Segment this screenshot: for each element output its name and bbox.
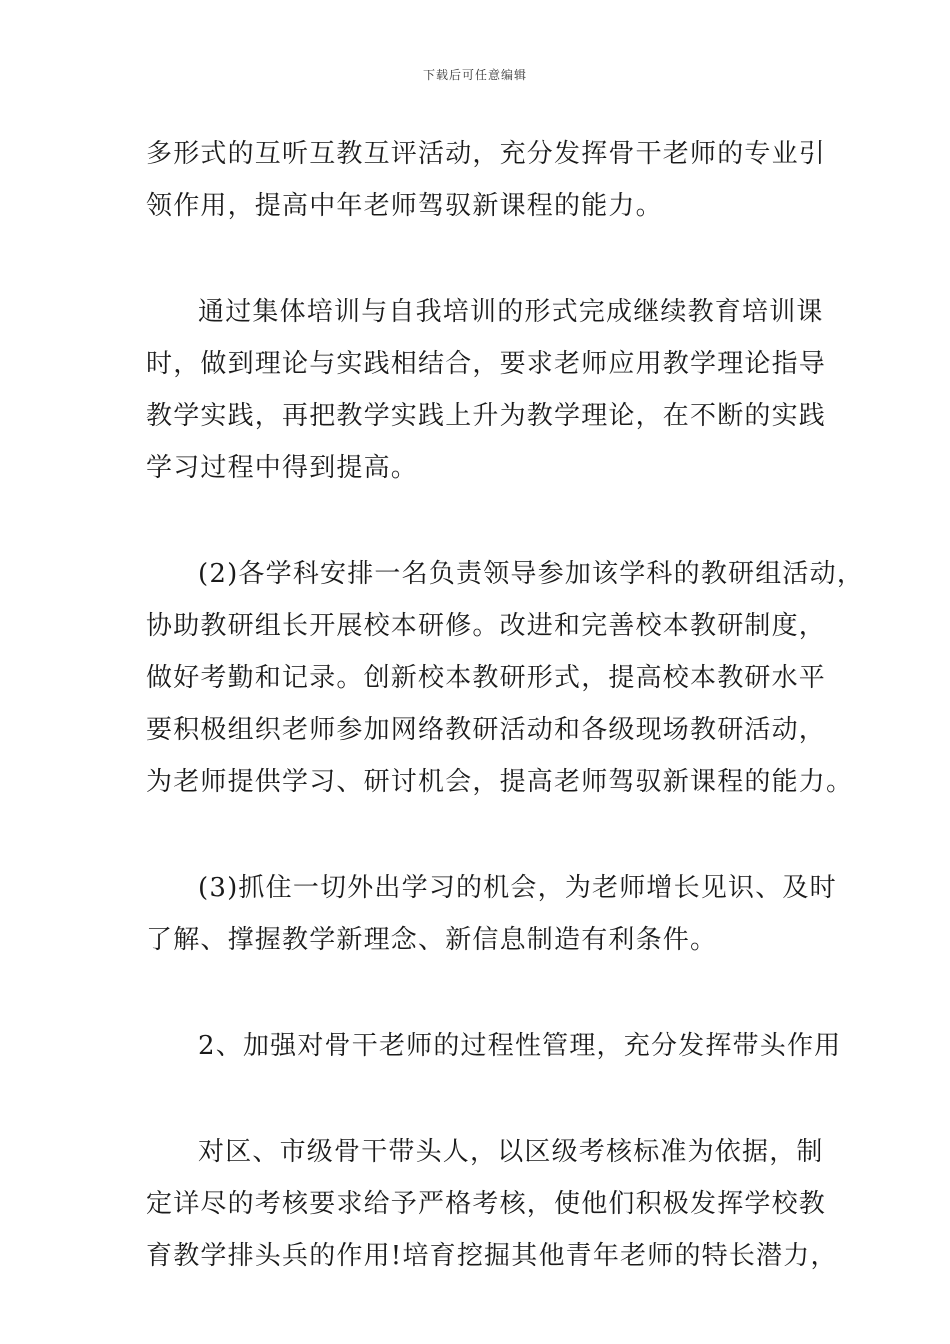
paragraph-6 — [146, 1126, 838, 1282]
text-line: 教学实践，再把教学实践上升为教学理论，在不断的实践 — [146, 401, 827, 431]
text-line: 育教学排头兵的作用!培育挖掘其他青年老师的特长潜力， — [146, 1241, 838, 1271]
text-line: 2、加强对骨干老师的过程性管理，充分发挥带头作用 — [198, 1031, 842, 1061]
document-body — [146, 128, 865, 1336]
text-line: 通过集体培训与自我培训的形式完成继续教育培训课 — [198, 297, 824, 327]
paragraph-3 — [146, 548, 865, 808]
section-heading — [146, 1020, 842, 1072]
paragraph-2 — [146, 286, 827, 494]
header-note: 下载后可任意编辑 — [422, 68, 527, 82]
text-line: 为老师提供学习、研讨机会，提高老师驾驭新课程的能力。 — [146, 767, 854, 797]
paragraph-4 — [146, 862, 837, 966]
text-line: (3)抓住一切外出学习的机会，为老师增长见识、及时 — [198, 873, 837, 903]
text-line: 了解、撑握教学新理念、新信息制造有利条件。 — [146, 925, 718, 955]
text-line: 多形式的互听互教互评活动，充分发挥骨干老师的专业引 — [146, 139, 827, 169]
text-line: 时，做到理论与实践相结合，要求老师应用教学理论指导 — [146, 349, 827, 379]
text-line: 定详尽的考核要求给予严格考核，使他们积极发挥学校教 — [146, 1189, 827, 1219]
text-line: 要积极组织老师参加网络教研活动和各级现场教研活动， — [146, 715, 827, 745]
text-line: 协助教研组长开展校本研修。改进和完善校本教研制度， — [146, 611, 827, 641]
text-line: 学习过程中得到提高。 — [146, 453, 419, 483]
text-line: 对区、市级骨干带头人，以区级考核标准为依据，制 — [198, 1137, 824, 1167]
text-line: 做好考勤和记录。创新校本教研形式，提高校本教研水平 — [146, 663, 827, 693]
text-line: 领作用，提高中年老师驾驭新课程的能力。 — [146, 191, 663, 221]
paragraph-1 — [146, 128, 827, 232]
text-line: (2)各学科安排一名负责领导参加该学科的教研组活动， — [198, 559, 865, 589]
